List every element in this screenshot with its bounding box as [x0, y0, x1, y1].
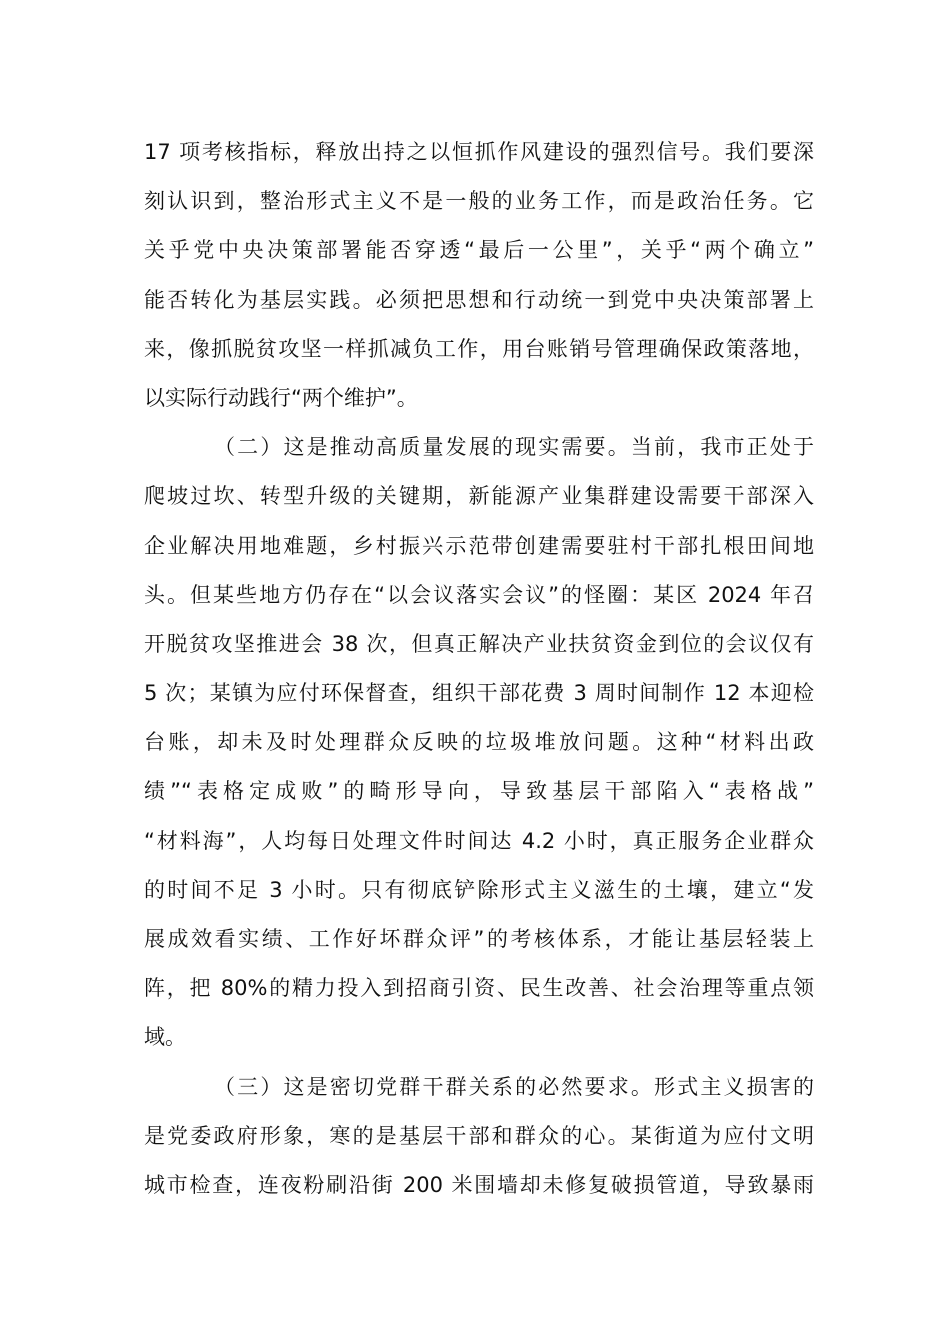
paragraph-line: 爬坡过坎、转型升级的关键期，新能源产业集群建设需要干部深入: [144, 484, 814, 509]
paragraph-2: [144, 423, 814, 1062]
paragraph-line: 刻认识到，整治形式主义不是一般的业务工作，而是政治任务。它: [144, 189, 814, 214]
paragraph-line: 5 次；某镇为应付环保督查，组织干部花费 3 周时间制作 12 本迎检: [144, 681, 814, 706]
paragraph-line: 来，像抓脱贫攻坚一样抓减负工作，用台账销号管理确保政策落地，: [144, 336, 814, 361]
paragraph-1: [144, 128, 814, 423]
paragraph-line: 开脱贫攻坚推进会 38 次，但真正解决产业扶贫资金到位的会议仅有: [144, 631, 814, 656]
paragraph-line: 企业解决用地难题，乡村振兴示范带创建需要驻村干部扎根田间地: [144, 533, 814, 558]
paragraph-line: 阵，把 80%的精力投入到招商引资、民生改善、社会治理等重点领: [144, 976, 814, 1001]
paragraph-3: [144, 1063, 814, 1211]
paragraph-line: 17 项考核指标，释放出持之以恒抓作风建设的强烈信号。我们要深: [144, 140, 814, 164]
paragraph-line: 头。但某些地方仍存在“以会议落实会议”的怪圈：某区 2024 年召: [144, 582, 814, 607]
body-text: [144, 128, 814, 1210]
paragraph-line: 展成效看实绩、工作好坏群众评”的考核体系，才能让基层轻装上: [144, 927, 814, 951]
paragraph-line: 关乎党中央决策部署能否穿透“最后一公里”，关乎“两个确立”: [144, 238, 814, 263]
paragraph-line: 台账，却未及时处理群众反映的垃圾堆放问题。这种“材料出政: [144, 730, 814, 755]
paragraph-line: 城市检查，连夜粉刷沿街 200 米围墙却未修复破损管道，导致暴雨: [144, 1172, 814, 1197]
paragraph-line: 域。: [144, 1025, 186, 1050]
paragraph-line: 是党委政府形象，寒的是基层干部和群众的心。某街道为应付文明: [144, 1123, 814, 1148]
paragraph-line: （二）这是推动高质量发展的现实需要。当前，我市正处于: [214, 435, 814, 460]
paragraph-line: “材料海”，人均每日处理文件时间达 4.2 小时，真正服务企业群众: [144, 828, 814, 853]
paragraph-line: 绩”“表格定成败”的畸形导向，导致基层干部陷入“表格战”: [144, 779, 814, 804]
paragraph-line: （三）这是密切党群干群关系的必然要求。形式主义损害的: [214, 1074, 814, 1099]
paragraph-line: 能否转化为基层实践。必须把思想和行动统一到党中央决策部署上: [144, 287, 814, 312]
paragraph-line: 的时间不足 3 小时。只有彻底铲除形式主义滋生的土壤，建立“发: [144, 877, 814, 902]
paragraph-line: 以实际行动践行“两个维护”。: [144, 385, 418, 410]
